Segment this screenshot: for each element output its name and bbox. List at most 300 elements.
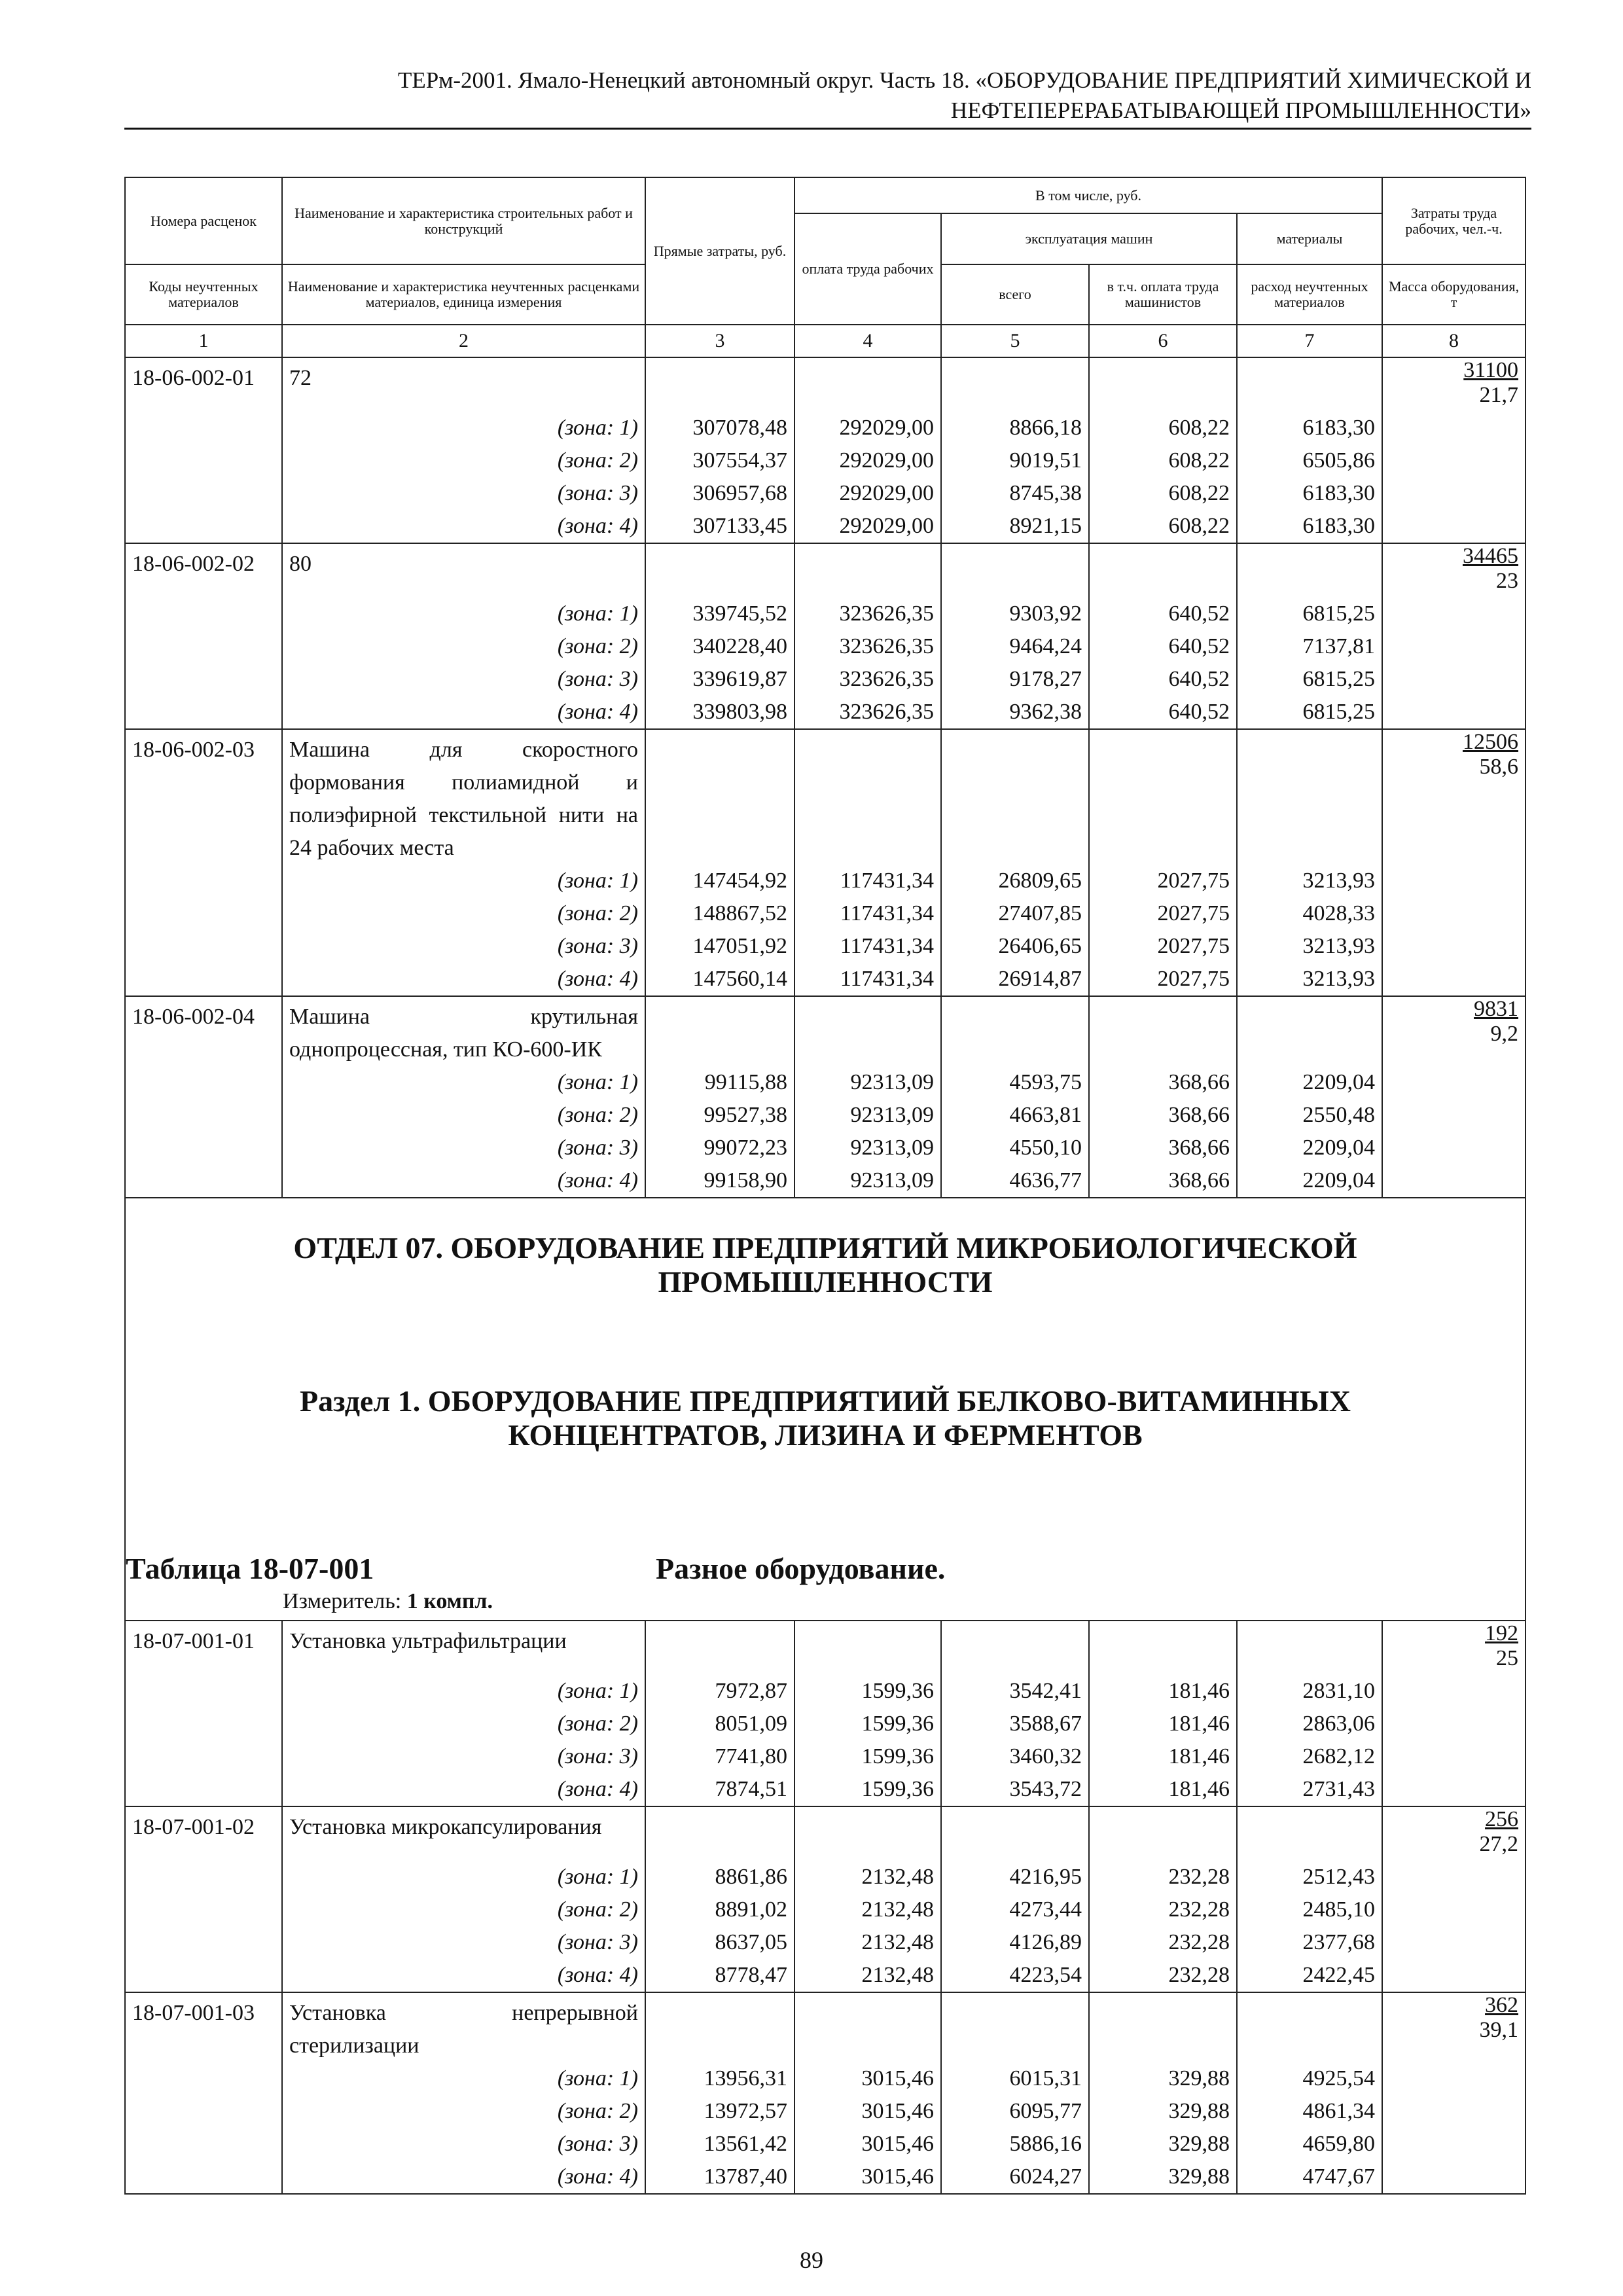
empty-cell bbox=[941, 1621, 1089, 1675]
rate-name: Машина крутильная однопроцессная, тип КО-600-ИК bbox=[282, 996, 645, 1066]
worker-wage: 292029,00 bbox=[794, 510, 941, 543]
materials-cost: 2209,04 bbox=[1237, 1164, 1382, 1198]
empty-cell bbox=[1382, 2128, 1525, 2161]
zone-label: (зона: 4) bbox=[282, 1164, 645, 1198]
machinist-wage: 181,46 bbox=[1089, 1675, 1237, 1708]
header-line-2: НЕФТЕПЕРЕРАБАТЫВАЮЩЕЙ ПРОМЫШЛЕННОСТИ» bbox=[950, 98, 1531, 123]
worker-wage: 92313,09 bbox=[794, 1099, 941, 1132]
direct-costs: 148867,52 bbox=[645, 897, 794, 930]
table-body-part-1 bbox=[125, 357, 1525, 1198]
worker-wage: 1599,36 bbox=[794, 1740, 941, 1773]
empty-cell bbox=[1382, 963, 1525, 996]
machinist-wage: 232,28 bbox=[1089, 1959, 1237, 1992]
direct-costs: 99072,23 bbox=[645, 1132, 794, 1164]
table-name: Разное оборудование. bbox=[656, 1552, 946, 1585]
zone-row bbox=[125, 2095, 1525, 2128]
machinist-wage: 329,88 bbox=[1089, 2062, 1237, 2095]
direct-costs: 99115,88 bbox=[645, 1066, 794, 1099]
zone-label: (зона: 4) bbox=[282, 963, 645, 996]
empty-cell bbox=[125, 1861, 282, 1893]
machinist-wage: 232,28 bbox=[1089, 1861, 1237, 1893]
empty-cell bbox=[1382, 696, 1525, 729]
labor-costs-value: 12506 bbox=[1463, 730, 1519, 754]
machinist-wage: 2027,75 bbox=[1089, 865, 1237, 897]
machine-total: 26914,87 bbox=[941, 963, 1089, 996]
empty-cell bbox=[794, 729, 941, 865]
materials-cost: 2377,68 bbox=[1237, 1926, 1382, 1959]
empty-cell bbox=[125, 477, 282, 510]
zone-row bbox=[125, 865, 1525, 897]
empty-cell bbox=[125, 1675, 282, 1708]
machine-total: 9019,51 bbox=[941, 444, 1089, 477]
empty-cell bbox=[941, 729, 1089, 865]
section-block bbox=[125, 1198, 1525, 1621]
materials-cost: 4659,80 bbox=[1237, 2128, 1382, 2161]
machinist-wage: 368,66 bbox=[1089, 1132, 1237, 1164]
table-body-part-2 bbox=[125, 1621, 1525, 2194]
rate-code: 18-07-001-01 bbox=[125, 1621, 282, 1675]
empty-cell bbox=[1382, 663, 1525, 696]
empty-cell bbox=[1382, 630, 1525, 663]
worker-wage: 2132,48 bbox=[794, 1959, 941, 1992]
empty-cell bbox=[1382, 1132, 1525, 1164]
direct-costs: 8891,02 bbox=[645, 1893, 794, 1926]
labor-mass bbox=[1382, 996, 1525, 1066]
machinist-wage: 640,52 bbox=[1089, 630, 1237, 663]
rate-name: Установка непрерывной стерилизации bbox=[282, 1992, 645, 2062]
machinist-wage: 608,22 bbox=[1089, 412, 1237, 444]
empty-cell bbox=[125, 598, 282, 630]
worker-wage: 292029,00 bbox=[794, 477, 941, 510]
zone-label: (зона: 3) bbox=[282, 2128, 645, 2161]
worker-wage: 117431,34 bbox=[794, 963, 941, 996]
machine-total: 6015,31 bbox=[941, 2062, 1089, 2095]
empty-cell bbox=[1089, 543, 1237, 598]
department-title bbox=[132, 1231, 1518, 1299]
zone-label: (зона: 3) bbox=[282, 1926, 645, 1959]
empty-cell bbox=[794, 543, 941, 598]
zone-row bbox=[125, 1708, 1525, 1740]
column-number-row bbox=[125, 325, 1525, 357]
machinist-wage: 640,52 bbox=[1089, 663, 1237, 696]
zone-row bbox=[125, 477, 1525, 510]
rate-code: 18-06-002-03 bbox=[125, 729, 282, 865]
empty-cell bbox=[1089, 1992, 1237, 2062]
zone-row bbox=[125, 598, 1525, 630]
worker-wage: 2132,48 bbox=[794, 1926, 941, 1959]
rate-name: 72 bbox=[282, 357, 645, 412]
rate-code: 18-07-001-03 bbox=[125, 1992, 282, 2062]
empty-cell bbox=[125, 2062, 282, 2095]
zone-label: (зона: 4) bbox=[282, 510, 645, 543]
direct-costs: 339803,98 bbox=[645, 696, 794, 729]
machinist-wage: 368,66 bbox=[1089, 1164, 1237, 1198]
labor-mass bbox=[1382, 729, 1525, 865]
direct-costs: 339619,87 bbox=[645, 663, 794, 696]
header-line-1: ТЕРм-2001. Ямало-Ненецкий автономный округ. Часть 18. «ОБОРУДОВАНИЕ ПРЕДПРИЯТИЙ ХИМИЧЕСКОЙ И bbox=[397, 67, 1531, 93]
zone-row bbox=[125, 1740, 1525, 1773]
materials-cost: 6505,86 bbox=[1237, 444, 1382, 477]
empty-cell bbox=[1382, 412, 1525, 444]
materials-cost: 2863,06 bbox=[1237, 1708, 1382, 1740]
empty-cell bbox=[1089, 1806, 1237, 1861]
labor-costs-value: 31100 bbox=[1463, 358, 1519, 382]
materials-cost: 4028,33 bbox=[1237, 897, 1382, 930]
labor-mass bbox=[1382, 1992, 1525, 2062]
direct-costs: 339745,52 bbox=[645, 598, 794, 630]
worker-wage: 323626,35 bbox=[794, 598, 941, 630]
machine-total: 9178,27 bbox=[941, 663, 1089, 696]
header-work-name: Наименование и характеристика строительных работ и конструкций bbox=[282, 177, 645, 264]
direct-costs: 13956,31 bbox=[645, 2062, 794, 2095]
labor-mass-fraction bbox=[1485, 1621, 1518, 1671]
machine-total: 4223,54 bbox=[941, 1959, 1089, 1992]
labor-mass bbox=[1382, 543, 1525, 598]
rate-code: 18-06-002-01 bbox=[125, 357, 282, 412]
empty-cell bbox=[1382, 897, 1525, 930]
worker-wage: 3015,46 bbox=[794, 2128, 941, 2161]
zone-label: (зона: 3) bbox=[282, 663, 645, 696]
empty-cell bbox=[941, 357, 1089, 412]
empty-cell bbox=[941, 996, 1089, 1066]
materials-cost: 6183,30 bbox=[1237, 412, 1382, 444]
empty-cell bbox=[125, 412, 282, 444]
zone-row bbox=[125, 663, 1525, 696]
header-rule bbox=[124, 128, 1531, 130]
empty-cell bbox=[1089, 729, 1237, 865]
worker-wage: 117431,34 bbox=[794, 930, 941, 963]
empty-cell bbox=[1237, 1806, 1382, 1861]
machinist-wage: 329,88 bbox=[1089, 2128, 1237, 2161]
zone-label: (зона: 1) bbox=[282, 1675, 645, 1708]
column-number: 7 bbox=[1237, 325, 1382, 357]
header-labor-costs: Затраты труда рабочих, чел.-ч. bbox=[1382, 177, 1525, 264]
zone-label: (зона: 3) bbox=[282, 930, 645, 963]
empty-cell bbox=[125, 897, 282, 930]
header-machinist-wage: в т.ч. оплата труда машинистов bbox=[1089, 264, 1237, 325]
equipment-mass-value: 39,1 bbox=[1479, 2018, 1519, 2042]
empty-cell bbox=[1089, 357, 1237, 412]
zone-row bbox=[125, 1066, 1525, 1099]
worker-wage: 3015,46 bbox=[794, 2161, 941, 2194]
page-number: 89 bbox=[800, 2247, 823, 2273]
zone-label: (зона: 1) bbox=[282, 412, 645, 444]
labor-costs-value: 256 bbox=[1485, 1807, 1519, 1831]
zone-row bbox=[125, 1132, 1525, 1164]
materials-cost: 2485,10 bbox=[1237, 1893, 1382, 1926]
empty-cell bbox=[1382, 1099, 1525, 1132]
machine-total: 8866,18 bbox=[941, 412, 1089, 444]
zone-row bbox=[125, 1893, 1525, 1926]
razdel-title-line-2: КОНЦЕНТРАТОВ, ЛИЗИНА И ФЕРМЕНТОВ bbox=[508, 1418, 1143, 1452]
machine-total: 4636,77 bbox=[941, 1164, 1089, 1198]
worker-wage: 92313,09 bbox=[794, 1132, 941, 1164]
zone-label: (зона: 2) bbox=[282, 630, 645, 663]
empty-cell bbox=[1382, 510, 1525, 543]
empty-cell bbox=[125, 510, 282, 543]
machine-total: 3543,72 bbox=[941, 1773, 1089, 1806]
worker-wage: 92313,09 bbox=[794, 1066, 941, 1099]
direct-costs: 307554,37 bbox=[645, 444, 794, 477]
empty-cell bbox=[941, 1992, 1089, 2062]
zone-label: (зона: 1) bbox=[282, 1861, 645, 1893]
machine-total: 26809,65 bbox=[941, 865, 1089, 897]
machine-total: 5886,16 bbox=[941, 2128, 1089, 2161]
machinist-wage: 232,28 bbox=[1089, 1926, 1237, 1959]
empty-cell bbox=[1237, 543, 1382, 598]
column-number: 8 bbox=[1382, 325, 1525, 357]
worker-wage: 323626,35 bbox=[794, 696, 941, 729]
zone-label: (зона: 2) bbox=[282, 444, 645, 477]
machinist-wage: 608,22 bbox=[1089, 477, 1237, 510]
empty-cell bbox=[125, 1708, 282, 1740]
rate-row bbox=[125, 543, 1525, 598]
empty-cell bbox=[1382, 1164, 1525, 1198]
empty-cell bbox=[1382, 1893, 1525, 1926]
machinist-wage: 608,22 bbox=[1089, 510, 1237, 543]
razdel-title-line-1: Раздел 1. ОБОРУДОВАНИЕ ПРЕДПРИЯТИИЙ БЕЛКОВО-ВИТАМИННЫХ bbox=[300, 1384, 1351, 1418]
header-machine-operation: эксплуатация машин bbox=[941, 213, 1237, 264]
running-header bbox=[124, 65, 1531, 126]
empty-cell bbox=[794, 357, 941, 412]
measurement-unit bbox=[283, 1587, 1518, 1616]
rate-code: 18-07-001-02 bbox=[125, 1806, 282, 1861]
machine-total: 3542,41 bbox=[941, 1675, 1089, 1708]
meter-value: 1 компл. bbox=[406, 1589, 493, 1613]
empty-cell bbox=[645, 543, 794, 598]
zone-label: (зона: 1) bbox=[282, 598, 645, 630]
zone-row bbox=[125, 1164, 1525, 1198]
zone-row bbox=[125, 1861, 1525, 1893]
worker-wage: 117431,34 bbox=[794, 897, 941, 930]
machinist-wage: 329,88 bbox=[1089, 2095, 1237, 2128]
materials-cost: 2209,04 bbox=[1237, 1132, 1382, 1164]
worker-wage: 1599,36 bbox=[794, 1773, 941, 1806]
direct-costs: 306957,68 bbox=[645, 477, 794, 510]
zone-label: (зона: 2) bbox=[282, 897, 645, 930]
header-rate-numbers: Номера расценок bbox=[125, 177, 282, 264]
zone-row bbox=[125, 2128, 1525, 2161]
labor-costs-value: 192 bbox=[1485, 1621, 1519, 1645]
labor-mass-fraction bbox=[1474, 997, 1518, 1047]
zone-label: (зона: 4) bbox=[282, 696, 645, 729]
materials-cost: 6183,30 bbox=[1237, 477, 1382, 510]
empty-cell bbox=[125, 1893, 282, 1926]
direct-costs: 147051,92 bbox=[645, 930, 794, 963]
section-cell bbox=[125, 1198, 1525, 1621]
direct-costs: 147454,92 bbox=[645, 865, 794, 897]
empty-cell bbox=[941, 543, 1089, 598]
worker-wage: 3015,46 bbox=[794, 2095, 941, 2128]
rate-name: Установка ультрафильтрации bbox=[282, 1621, 645, 1675]
header-worker-wage: оплата труда рабочих bbox=[794, 213, 941, 325]
empty-cell bbox=[1382, 477, 1525, 510]
empty-cell bbox=[794, 996, 941, 1066]
empty-cell bbox=[1089, 996, 1237, 1066]
machine-total: 3588,67 bbox=[941, 1708, 1089, 1740]
empty-cell bbox=[1382, 1740, 1525, 1773]
rate-row bbox=[125, 996, 1525, 1066]
empty-cell bbox=[1382, 1926, 1525, 1959]
empty-cell bbox=[645, 1806, 794, 1861]
machinist-wage: 2027,75 bbox=[1089, 897, 1237, 930]
worker-wage: 2132,48 bbox=[794, 1893, 941, 1926]
empty-cell bbox=[125, 630, 282, 663]
labor-costs-value: 34465 bbox=[1463, 544, 1519, 568]
zone-row bbox=[125, 1675, 1525, 1708]
materials-cost: 4747,67 bbox=[1237, 2161, 1382, 2194]
header-material-codes: Коды неучтенных материалов bbox=[125, 264, 282, 325]
machine-total: 4273,44 bbox=[941, 1893, 1089, 1926]
header-materials: материалы bbox=[1237, 213, 1382, 264]
materials-cost: 2550,48 bbox=[1237, 1099, 1382, 1132]
rates-table bbox=[124, 177, 1526, 2195]
direct-costs: 13561,42 bbox=[645, 2128, 794, 2161]
materials-cost: 6815,25 bbox=[1237, 598, 1382, 630]
equipment-mass-value: 9,2 bbox=[1490, 1022, 1519, 1046]
empty-cell bbox=[1237, 1992, 1382, 2062]
worker-wage: 323626,35 bbox=[794, 663, 941, 696]
zone-label: (зона: 4) bbox=[282, 1959, 645, 1992]
empty-cell bbox=[125, 2161, 282, 2194]
zone-label: (зона: 1) bbox=[282, 2062, 645, 2095]
column-number: 4 bbox=[794, 325, 941, 357]
zone-row bbox=[125, 630, 1525, 663]
rate-row bbox=[125, 1621, 1525, 1675]
empty-cell bbox=[125, 1066, 282, 1099]
labor-mass bbox=[1382, 1806, 1525, 1861]
zone-label: (зона: 4) bbox=[282, 1773, 645, 1806]
labor-mass bbox=[1382, 1621, 1525, 1675]
materials-cost: 4861,34 bbox=[1237, 2095, 1382, 2128]
empty-cell bbox=[1382, 1959, 1525, 1992]
labor-mass-fraction bbox=[1480, 1993, 1519, 2043]
empty-cell bbox=[125, 930, 282, 963]
direct-costs: 8778,47 bbox=[645, 1959, 794, 1992]
zone-row bbox=[125, 930, 1525, 963]
empty-cell bbox=[645, 1992, 794, 2062]
empty-cell bbox=[1382, 598, 1525, 630]
empty-cell bbox=[794, 1621, 941, 1675]
empty-cell bbox=[125, 1099, 282, 1132]
empty-cell bbox=[125, 1959, 282, 1992]
rate-code: 18-06-002-04 bbox=[125, 996, 282, 1066]
labor-mass bbox=[1382, 357, 1525, 412]
column-number: 3 bbox=[645, 325, 794, 357]
empty-cell bbox=[125, 1740, 282, 1773]
machine-total: 9362,38 bbox=[941, 696, 1089, 729]
empty-cell bbox=[125, 1164, 282, 1198]
worker-wage: 1599,36 bbox=[794, 1708, 941, 1740]
zone-label: (зона: 3) bbox=[282, 1132, 645, 1164]
labor-costs-value: 9831 bbox=[1474, 997, 1519, 1021]
equipment-mass-value: 58,6 bbox=[1479, 755, 1519, 779]
worker-wage: 92313,09 bbox=[794, 1164, 941, 1198]
materials-cost: 2682,12 bbox=[1237, 1740, 1382, 1773]
department-title-line-2: ПРОМЫШЛЕННОСТИ bbox=[658, 1265, 993, 1299]
empty-cell bbox=[1382, 2062, 1525, 2095]
direct-costs: 99527,38 bbox=[645, 1099, 794, 1132]
empty-cell bbox=[645, 357, 794, 412]
machine-total: 3460,32 bbox=[941, 1740, 1089, 1773]
empty-cell bbox=[1237, 729, 1382, 865]
header-in-total: В том числе, руб. bbox=[794, 177, 1382, 213]
machinist-wage: 181,46 bbox=[1089, 1773, 1237, 1806]
empty-cell bbox=[125, 2128, 282, 2161]
empty-cell bbox=[125, 444, 282, 477]
machine-total: 27407,85 bbox=[941, 897, 1089, 930]
machine-total: 4550,10 bbox=[941, 1132, 1089, 1164]
zone-label: (зона: 2) bbox=[282, 1893, 645, 1926]
zone-row bbox=[125, 2161, 1525, 2194]
empty-cell bbox=[645, 1621, 794, 1675]
materials-cost: 2422,45 bbox=[1237, 1959, 1382, 1992]
empty-cell bbox=[1382, 1773, 1525, 1806]
header-equipment-mass: Масса оборудования, т bbox=[1382, 264, 1525, 325]
direct-costs: 99158,90 bbox=[645, 1164, 794, 1198]
table-number: Таблица 18-07-001 bbox=[126, 1552, 374, 1585]
machinist-wage: 640,52 bbox=[1089, 598, 1237, 630]
machine-total: 6095,77 bbox=[941, 2095, 1089, 2128]
machine-total: 4593,75 bbox=[941, 1066, 1089, 1099]
equipment-mass-value: 25 bbox=[1496, 1646, 1519, 1670]
worker-wage: 323626,35 bbox=[794, 630, 941, 663]
materials-cost: 6815,25 bbox=[1237, 663, 1382, 696]
machine-total: 8745,38 bbox=[941, 477, 1089, 510]
empty-cell bbox=[1382, 444, 1525, 477]
empty-cell bbox=[645, 996, 794, 1066]
worker-wage: 2132,48 bbox=[794, 1861, 941, 1893]
machine-total: 9464,24 bbox=[941, 630, 1089, 663]
machine-total: 4216,95 bbox=[941, 1861, 1089, 1893]
machine-total: 8921,15 bbox=[941, 510, 1089, 543]
rate-row bbox=[125, 1806, 1525, 1861]
direct-costs: 340228,40 bbox=[645, 630, 794, 663]
materials-cost: 2831,10 bbox=[1237, 1675, 1382, 1708]
materials-cost: 3213,93 bbox=[1237, 865, 1382, 897]
razdel-title bbox=[132, 1384, 1518, 1452]
empty-cell bbox=[794, 1992, 941, 2062]
empty-cell bbox=[645, 729, 794, 865]
empty-cell bbox=[794, 1806, 941, 1861]
empty-cell bbox=[125, 865, 282, 897]
machinist-wage: 181,46 bbox=[1089, 1740, 1237, 1773]
worker-wage: 292029,00 bbox=[794, 412, 941, 444]
direct-costs: 7972,87 bbox=[645, 1675, 794, 1708]
machine-total: 9303,92 bbox=[941, 598, 1089, 630]
empty-cell bbox=[1382, 1708, 1525, 1740]
direct-costs: 13972,57 bbox=[645, 2095, 794, 2128]
labor-mass-fraction bbox=[1463, 730, 1518, 780]
zone-label: (зона: 2) bbox=[282, 1708, 645, 1740]
empty-cell bbox=[1089, 1621, 1237, 1675]
rate-row bbox=[125, 729, 1525, 865]
machinist-wage: 640,52 bbox=[1089, 696, 1237, 729]
header-machine-total: всего bbox=[941, 264, 1089, 325]
direct-costs: 147560,14 bbox=[645, 963, 794, 996]
header-material-consumption: расход неучтенных материалов bbox=[1237, 264, 1382, 325]
materials-cost: 6815,25 bbox=[1237, 696, 1382, 729]
labor-mass-fraction bbox=[1463, 544, 1518, 594]
direct-costs: 8051,09 bbox=[645, 1708, 794, 1740]
zone-label: (зона: 4) bbox=[282, 2161, 645, 2194]
zone-row bbox=[125, 897, 1525, 930]
direct-costs: 7741,80 bbox=[645, 1740, 794, 1773]
zone-row bbox=[125, 1959, 1525, 1992]
machinist-wage: 368,66 bbox=[1089, 1066, 1237, 1099]
rate-code: 18-06-002-02 bbox=[125, 543, 282, 598]
zone-label: (зона: 3) bbox=[282, 477, 645, 510]
